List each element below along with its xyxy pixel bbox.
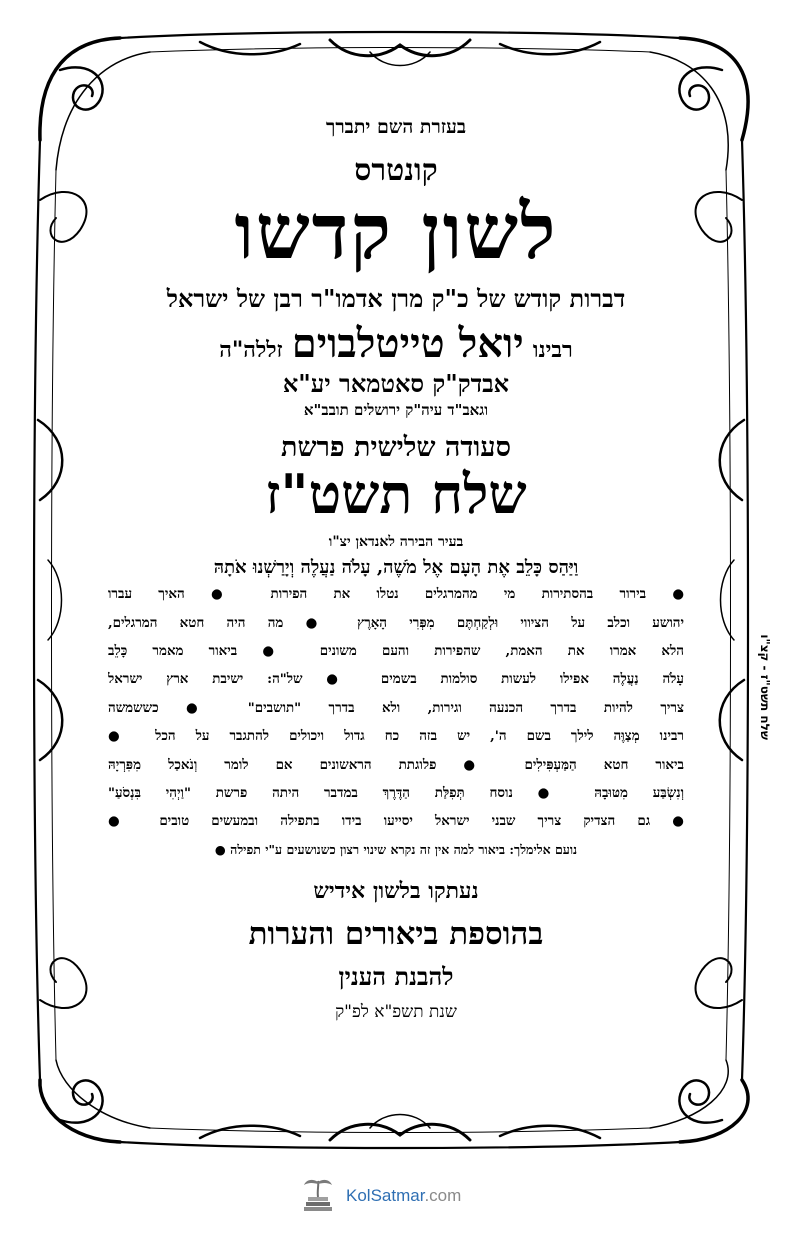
understanding-note: להבנת הענין — [338, 962, 454, 992]
topic-line: רבינו מְצַוֶּה לילך בשם ה', יש בזה כח גדול ויכולים להתגבר על הכל ● — [108, 728, 684, 745]
topics-list — [108, 580, 684, 864]
kolsatmar-logo[interactable] — [298, 1176, 508, 1216]
occasion-parsha: שלח תשט"ז — [265, 461, 527, 526]
logo-text — [346, 1186, 461, 1206]
topic-line: עָלֹה נַעֲלֶה אפילו לעשות סולמות בשמים ● של"ה: ישיבת ארץ ישראל — [108, 671, 684, 688]
topic-line: ביאור חטא הַמַּעְפִּילִים ● פלוגתת הראשונים אם לומר וְנֹאכַל מִפִּרְיָהּ — [108, 756, 684, 773]
topic-line: ● גם הצדיק צריך שבני ישראל יסייעו בידו בתפילה ובמעשים טובים ● — [108, 813, 684, 830]
pretitle: קונטרס — [354, 153, 438, 188]
palm-tree-books-icon — [298, 1176, 338, 1216]
rebbe-prefix: רבינו — [532, 336, 573, 363]
topic-line: יהושע וכלב על הציווי וּלְקַחְתֶּם מִפְּרִי הָאָרֶץ ● מה היה חטא המרגלים, — [108, 614, 684, 631]
attribution-rebbe — [100, 320, 692, 367]
blessing-header: בעזרת השם יתברך — [326, 116, 466, 138]
verse: וַיַּהַס כָּלֵב אֶת הָעָם אֶל מֹשֶׁה, עָלֹה נַעֲלֶה וְיָרַשְׁנוּ אֹתָהּ — [213, 557, 579, 579]
logo-tld: .com — [424, 1186, 462, 1205]
topic-line: הלא אמרו את האמת, שהפירות והעם משונים ● ביאור מאמר כָּלֵב — [108, 643, 684, 659]
attribution-line-3: אבדק"ק סאטמאר יע"א — [282, 368, 510, 398]
title-page-content — [100, 100, 692, 1130]
occasion-meal: סעודה שלישית פרשת — [281, 431, 511, 463]
additions-note: בהוספת ביאורים והערות — [248, 916, 544, 953]
logo-name: KolSatmar — [346, 1186, 425, 1205]
yiddish-note: נעתקו בלשון אידיש — [313, 878, 479, 905]
occasion-place: בעיר הבירה לאנדאן יצ"ו — [328, 534, 464, 551]
rebbe-suffix: זללה"ה — [219, 336, 283, 363]
attribution-line-1: דברות קודש של כ"ק מרן אדמו"ר רבן של ישראל — [166, 283, 626, 313]
publication-year: שנת תשפ"א לפ"ק — [335, 1002, 457, 1023]
topic-line: ● בירור בהסתירות מי מהמרגלים נטלו את הפירות ● האיך עברו — [108, 586, 684, 603]
main-title: לשון קדשו — [234, 187, 558, 276]
topic-line: נועם אלימלך: ביאור למה אין זה נקרא שינוי רצון כשנושעים ע"י תפילה ● — [214, 841, 578, 857]
rebbe-name: יואל טייטלבוים — [291, 319, 524, 367]
topic-line: צריך להיות בדרך הכנעה וגירות, ולא בדרך "תושבים" ● כששמשה — [108, 699, 684, 716]
attribution-line-4: וגאב"ד עיה"ק ירושלים תובב"א — [303, 400, 489, 419]
spine-label: שלח תשט"ז - קצ"ו — [758, 634, 772, 740]
topic-line: וְנִשְׂבַּע מִטּוּבָהּ ● נוסח תְּפִלַּת הַדֶּרֶךְ במדבר היתה פרשת "וַיְהִי בִּנְסֹעַ" — [108, 785, 684, 802]
